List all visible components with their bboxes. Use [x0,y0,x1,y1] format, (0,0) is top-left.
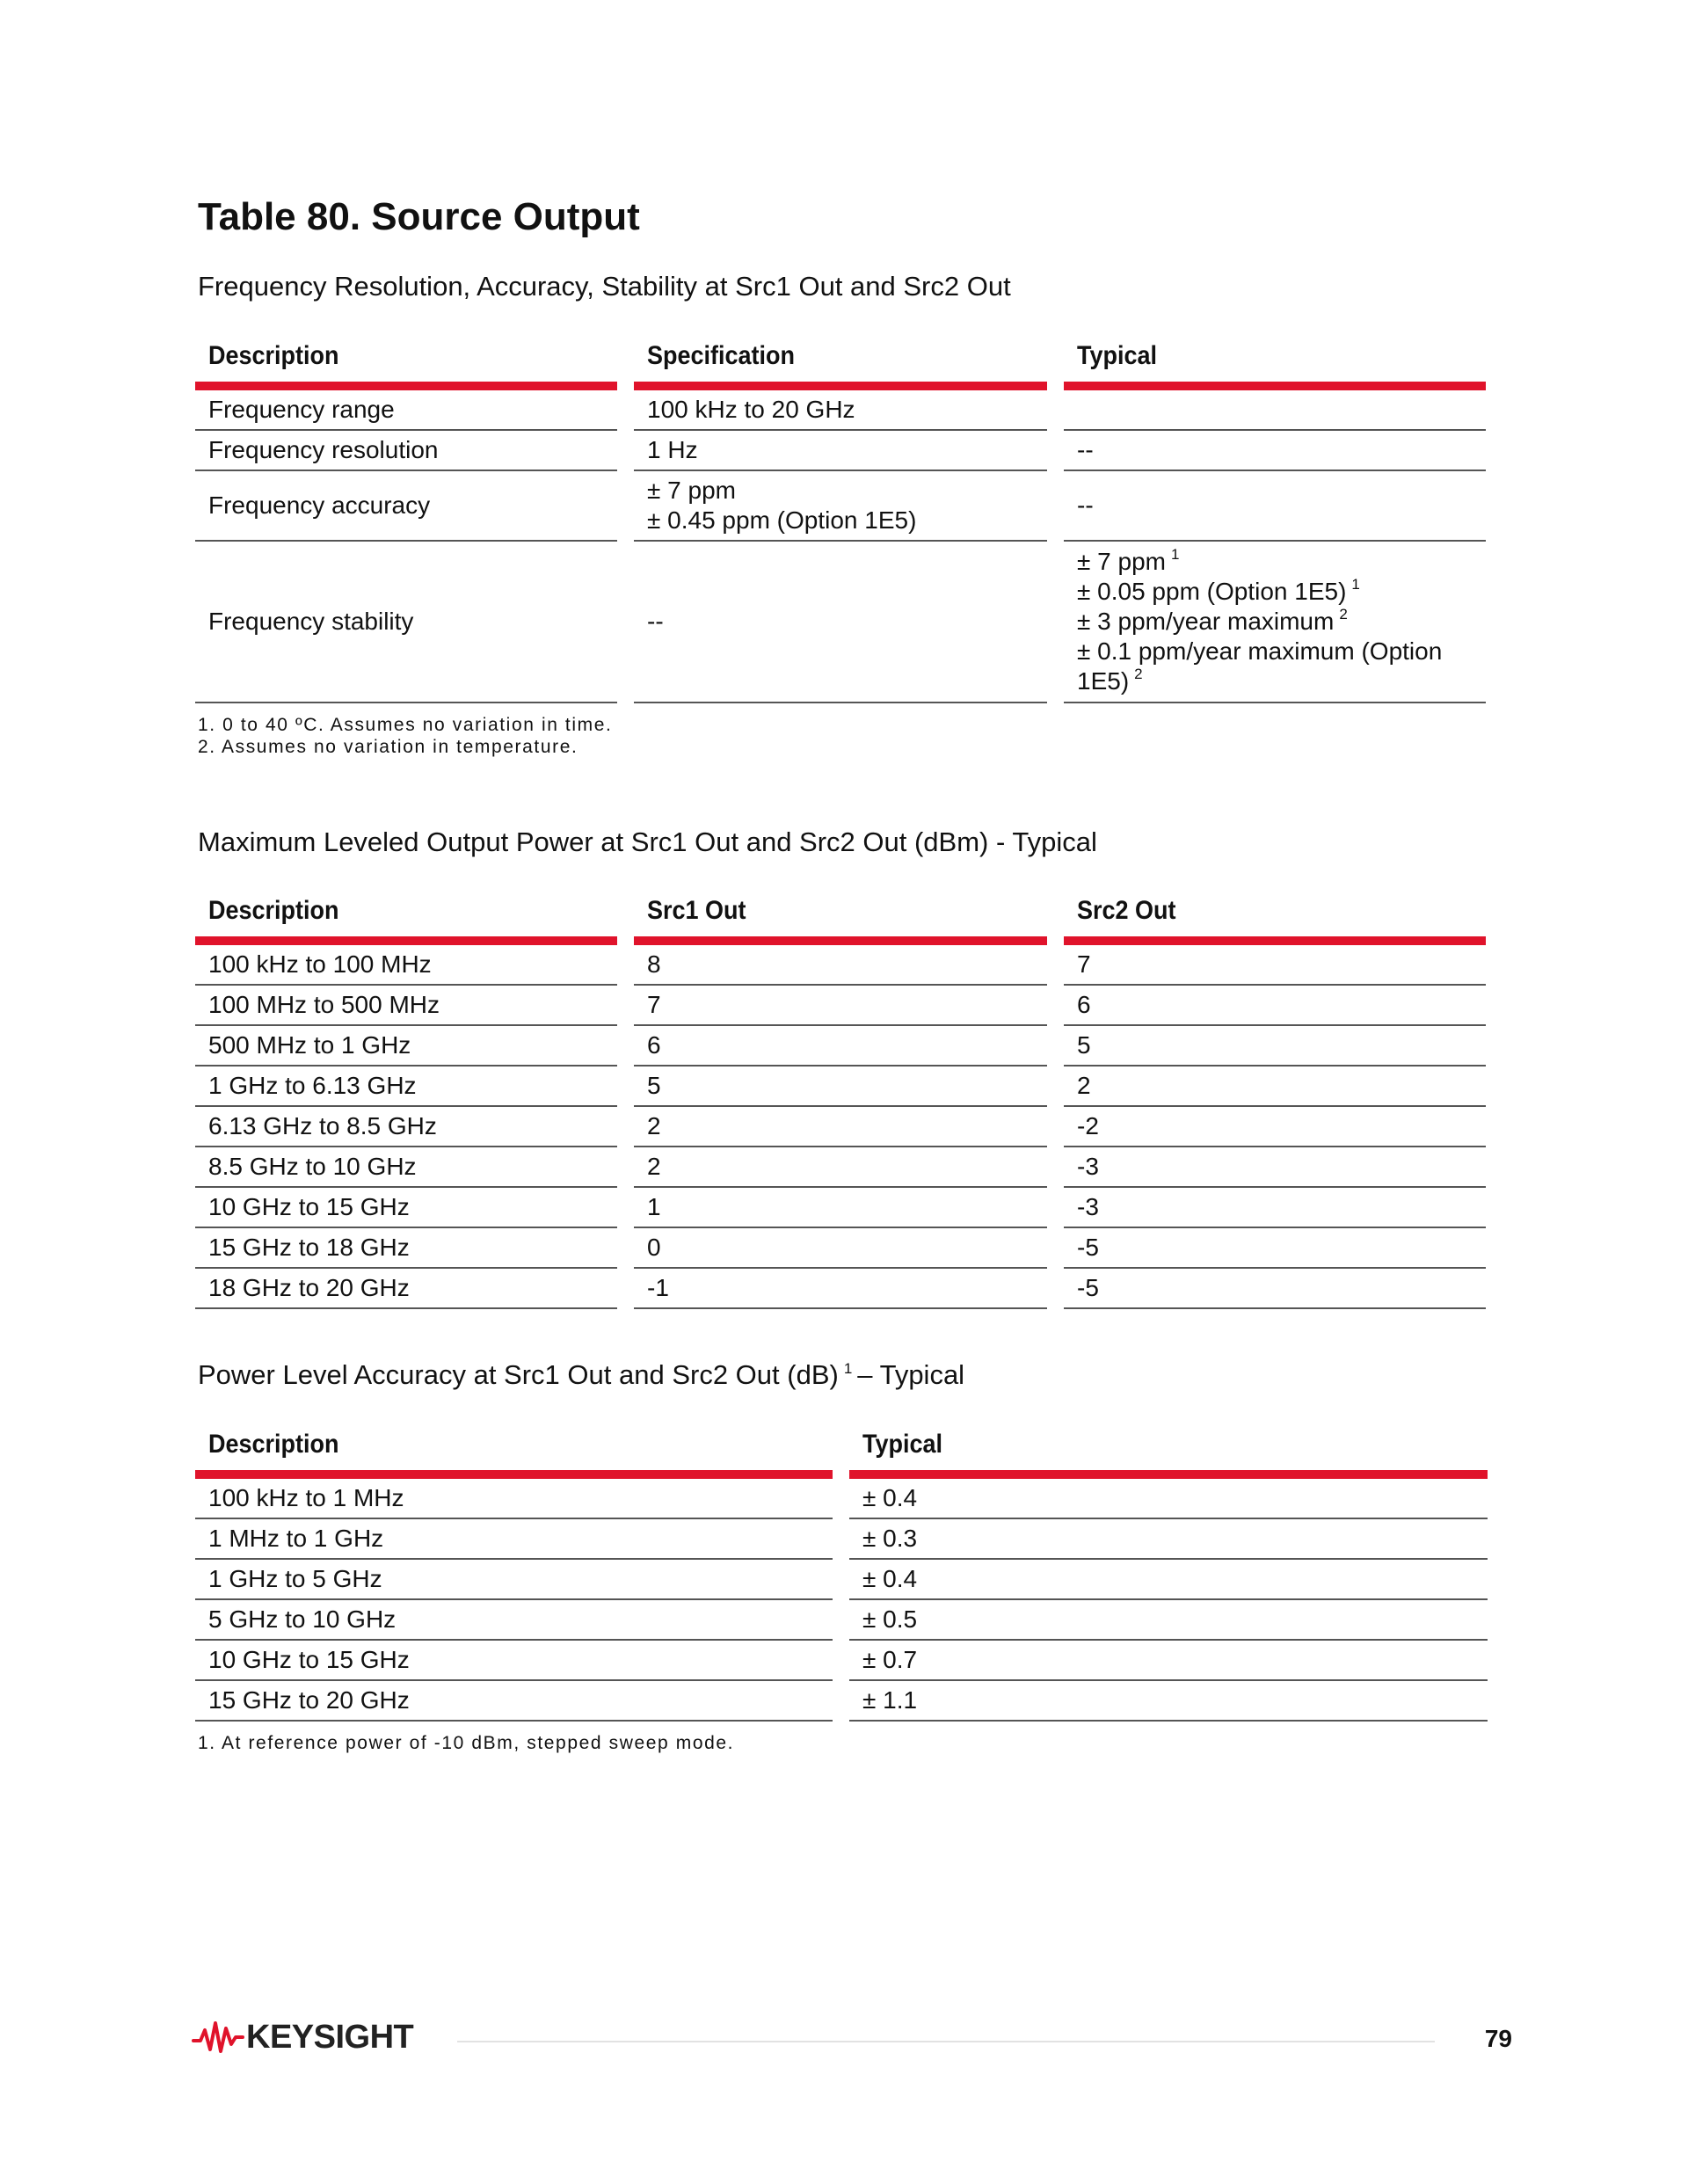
column-gap [1047,431,1064,471]
column-header-label: Specification [647,341,796,370]
table3-footnotes [198,1732,734,1754]
table-cell: 500 MHz to 1 GHz [195,1026,617,1067]
column-gap [1047,1026,1064,1067]
table-cell: 15 GHz to 20 GHz [195,1681,833,1722]
column-gap [833,1560,849,1600]
table-row [195,542,1486,703]
table-row [195,1600,1488,1641]
column-gap [1047,1067,1064,1107]
page-title: Table 80. Source Output [198,195,640,238]
column-gap [1047,1228,1064,1269]
typical-line [1077,637,1481,696]
column-gap [617,945,634,986]
column-gap [617,1228,634,1269]
column-header-label: Typical [862,1430,943,1459]
table-cell: 15 GHz to 18 GHz [195,1228,617,1269]
table-row [195,1560,1488,1600]
column-gap [833,1519,849,1560]
column-header-label: Src2 Out [1077,896,1176,925]
table-row [195,471,1486,542]
description-cell: Frequency range [195,390,617,431]
table-cell: 8.5 GHz to 10 GHz [195,1147,617,1188]
table-cell: ± 0.4 [849,1560,1488,1600]
output-power-table [195,884,1486,1309]
column-gap [1047,390,1064,431]
column-header [195,329,617,390]
table-cell: 7 [634,986,1047,1026]
keysight-logo [192,2015,413,2059]
typical-value: ± 7 ppm [1077,548,1166,575]
specification-cell [634,390,1047,431]
logo-text: KEYSIGHT [246,2018,414,2056]
column-gap [617,884,634,945]
table-cell: -5 [1064,1269,1486,1309]
table-cell: -2 [1064,1107,1486,1147]
column-gap [617,542,634,703]
column-gap [833,1600,849,1641]
column-header [195,884,617,945]
specification-line: ± 0.45 ppm (Option 1E5) [647,506,917,534]
table-row [195,986,1486,1026]
table-cell: -1 [634,1269,1047,1309]
footnote: 2. Assumes no variation in temperature. [198,737,578,757]
footnote: 1. 0 to 40 ºC. Assumes no variation in time. [198,715,613,735]
column-header [849,1417,1488,1479]
column-gap [617,1147,634,1188]
footnote-ref: 1 [1351,576,1360,593]
table-cell: 100 kHz to 1 MHz [195,1479,833,1519]
table-row [195,1107,1486,1147]
table-cell: 5 GHz to 10 GHz [195,1600,833,1641]
table-row [195,1188,1486,1228]
column-gap [617,1269,634,1309]
column-gap [833,1681,849,1722]
table-row [195,1479,1488,1519]
column-gap [617,1067,634,1107]
table-cell: 2 [1064,1067,1486,1107]
description-cell: Frequency accuracy [195,471,617,542]
table-cell: 6.13 GHz to 8.5 GHz [195,1107,617,1147]
table-row [195,431,1486,471]
column-gap [617,390,634,431]
typical-line [1077,577,1481,607]
table-row [195,945,1486,986]
column-gap [1047,471,1064,542]
typical-cell [1064,390,1486,431]
column-gap [617,1188,634,1228]
specification-cell [634,431,1047,471]
column-gap [833,1417,849,1479]
typical-line [1077,435,1481,465]
table-row [195,1519,1488,1560]
typical-line [1077,547,1481,577]
table-cell: ± 0.4 [849,1479,1488,1519]
typical-value: -- [1077,491,1094,519]
column-header-label: Src1 Out [647,896,746,925]
column-gap [617,1107,634,1147]
table-cell: 7 [1064,945,1486,986]
table-cell: 6 [1064,986,1486,1026]
specification-line: -- [647,608,664,635]
column-gap [617,471,634,542]
column-gap [1047,542,1064,703]
table-row [195,1641,1488,1681]
column-gap [1047,884,1064,945]
specification-line: 100 kHz to 20 GHz [647,396,855,423]
footnote-ref: 2 [1134,666,1143,682]
specification-line: ± 7 ppm [647,477,736,504]
column-gap [833,1641,849,1681]
power-accuracy-table [195,1417,1488,1722]
column-header [1064,884,1486,945]
table-cell: -3 [1064,1188,1486,1228]
column-gap [1047,1147,1064,1188]
footnote-ref: 2 [1339,606,1348,622]
specification-line: 1 Hz [647,436,698,463]
table-cell: 100 MHz to 500 MHz [195,986,617,1026]
table-cell: 5 [634,1067,1047,1107]
typical-line [1077,491,1481,521]
keysight-wave-icon [192,2018,244,2057]
table-cell: 1 GHz to 6.13 GHz [195,1067,617,1107]
column-header-label: Description [208,341,339,370]
column-gap [617,329,634,390]
table-cell: 18 GHz to 20 GHz [195,1269,617,1309]
description-cell: Frequency stability [195,542,617,703]
column-header [634,329,1047,390]
column-header-label: Description [208,1430,339,1459]
table-cell: -3 [1064,1147,1486,1188]
table-cell: -5 [1064,1228,1486,1269]
typical-value: ± 0.1 ppm/year maximum (Option 1E5) [1077,637,1443,695]
table-row [195,1147,1486,1188]
table-cell: 2 [634,1147,1047,1188]
table-cell: 1 MHz to 1 GHz [195,1519,833,1560]
typical-cell [1064,431,1486,471]
table-cell: 5 [1064,1026,1486,1067]
table-row [195,1269,1486,1309]
column-gap [617,1026,634,1067]
table-cell: 10 GHz to 15 GHz [195,1188,617,1228]
column-gap [1047,329,1064,390]
column-gap [1047,1188,1064,1228]
column-gap [1047,1269,1064,1309]
table-row [195,1067,1486,1107]
typical-value: ± 0.05 ppm (Option 1E5) [1077,578,1347,605]
column-header-label: Typical [1077,341,1158,370]
typical-value: -- [1077,436,1094,463]
table1-footnotes [198,714,612,758]
typical-cell [1064,542,1486,703]
table-cell: ± 0.7 [849,1641,1488,1681]
column-gap [617,431,634,471]
table-row [195,1026,1486,1067]
table-row [195,1228,1486,1269]
footnote-ref: 1 [1170,546,1180,563]
footnote: 1. At reference power of -10 dBm, stepped sweep mode. [198,1733,735,1753]
typical-line [1077,607,1481,637]
description-cell: Frequency resolution [195,431,617,471]
table2-title: Maximum Leveled Output Power at Src1 Out and Src2 Out (dBm) - Typical [198,826,1097,857]
table-cell: 0 [634,1228,1047,1269]
table-cell: 1 [634,1188,1047,1228]
table-cell: 2 [634,1107,1047,1147]
table-row [195,1681,1488,1722]
table-cell: 8 [634,945,1047,986]
column-gap [833,1479,849,1519]
typical-cell [1064,471,1486,542]
typical-value: ± 3 ppm/year maximum [1077,608,1335,635]
table3-title: Power Level Accuracy at Src1 Out and Src2 Out (dB) $^1$ – Typical [198,1359,965,1390]
column-gap [1047,1107,1064,1147]
table-cell: 100 kHz to 100 MHz [195,945,617,986]
specification-cell [634,542,1047,703]
column-gap [1047,986,1064,1026]
column-header-label: Description [208,896,339,925]
table-cell: ± 0.5 [849,1600,1488,1641]
table3-title-footnote-ref: 1 [843,1360,853,1377]
table1-title: Frequency Resolution, Accuracy, Stability at Src1 Out and Src2 Out [198,271,1011,302]
specification-cell [634,471,1047,542]
column-gap [1047,945,1064,986]
page-number: 79 [1484,2025,1512,2052]
footer-rule [457,2041,1435,2042]
table-cell: 6 [634,1026,1047,1067]
table-cell: ± 0.3 [849,1519,1488,1560]
column-gap [617,986,634,1026]
table-cell: 1 GHz to 5 GHz [195,1560,833,1600]
frequency-table [195,329,1486,703]
column-header [634,884,1047,945]
table-cell: ± 1.1 [849,1681,1488,1722]
table-cell: 10 GHz to 15 GHz [195,1641,833,1681]
column-header [195,1417,833,1479]
table-row [195,390,1486,431]
column-header [1064,329,1486,390]
